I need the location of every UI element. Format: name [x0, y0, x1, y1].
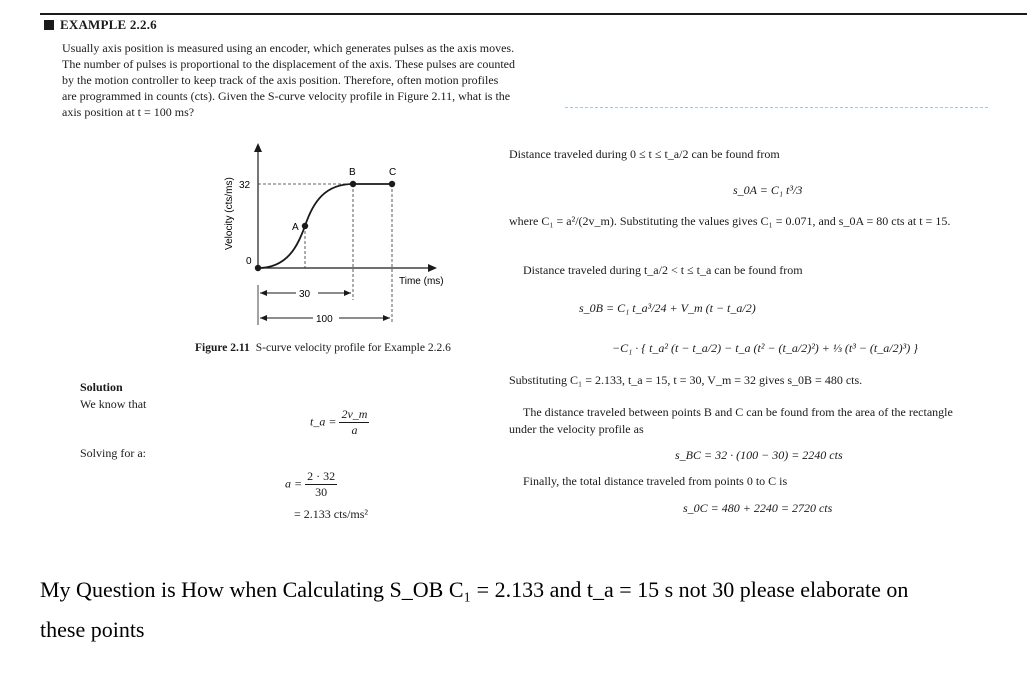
solution-heading: Solution [80, 380, 123, 394]
final-text: Finally, the total distance traveled from points 0 to C is [523, 474, 788, 488]
dim-arrow-icon [344, 290, 351, 296]
eq-a-den: 30 [315, 485, 328, 499]
user-question [40, 570, 1000, 650]
eq-s0a: s_0A = C₁ t³/3 [733, 183, 803, 197]
eq-s0b-line2: −C₁ · { t_a² (t − t_a/2) − t_a (t² − (t_a/2)²) + ⅓ (t³ − (t_a/2)³) } [612, 341, 918, 355]
question-line-1: My Question is How when Calculating S_OB C₁ = 2.133 and t_a = 15 s not 30 please elaborate on [40, 577, 909, 602]
x-axis-arrow-icon [428, 264, 437, 272]
example-heading: EXAMPLE 2.2.6 [44, 17, 157, 33]
y-axis-arrow-icon [254, 143, 262, 152]
y-axis-label: Velocity (cts/ms) [224, 177, 235, 250]
velocity-profile-figure [210, 140, 470, 335]
dim-arrow-icon [260, 290, 267, 296]
eq-s0c: s_0C = 480 + 2240 = 2720 cts [683, 501, 833, 515]
eq-s0b-line1: s_0B = C₁ t_a³/24 + V_m (t − t_a/2) [579, 301, 756, 315]
dim-arrow-icon [260, 315, 267, 321]
point-c-label: C [389, 167, 397, 178]
figure-caption-label: Figure 2.11 [195, 342, 250, 354]
we-know-text: We know that [80, 397, 147, 411]
where-c1-line: where C₁ = a²/(2v_m). Substituting the values gives C₁ = 0.071, and s_0A = 80 cts at t = 15. [509, 214, 951, 228]
eq-a-result: = 2.133 cts/ms² [294, 507, 369, 521]
eq-a-lhs: a = [285, 476, 303, 491]
point-b-label: B [349, 167, 356, 178]
y-tick-32: 32 [239, 180, 251, 191]
figure-caption [195, 342, 451, 354]
dashed-divider [565, 107, 988, 108]
substitution-line: Substituting C₁ = 2.133, t_a = 15, t = 30, V_m = 32 gives s_0B = 480 cts. [509, 373, 863, 387]
problem-line: The number of pulses is proportional to the displacement of the axis. These pulses are counted [62, 57, 515, 71]
s-curve [258, 184, 392, 268]
problem-line: axis position at t = 100 ms? [62, 105, 195, 119]
eq-sbc: s_BC = 32 · (100 − 30) = 2240 cts [675, 448, 843, 462]
y-tick-0: 0 [246, 256, 252, 267]
origin-point [255, 265, 261, 271]
problem-statement [62, 40, 557, 120]
point-a-label: A [292, 222, 299, 233]
x-axis-label: Time (ms) [399, 276, 444, 287]
point-c [389, 181, 395, 187]
eq-a-num: 2 · 32 [307, 469, 336, 483]
problem-line: by the motion controller to keep track of the axis position. Therefore, often motion profiles [62, 73, 499, 87]
eq-a [285, 469, 337, 500]
dist-0a-intro: Distance traveled during 0 ≤ t ≤ t_a/2 can be found from [509, 147, 780, 161]
problem-line: are programmed in counts (cts). Given the S-curve velocity profile in Figure 2.11, what is the [62, 89, 511, 103]
eq-ta-den: a [351, 423, 358, 437]
point-a [302, 223, 308, 229]
eq-ta-num: 2v_m [341, 407, 368, 421]
dist-ab-intro: Distance traveled during t_a/2 < t ≤ t_a can be found from [523, 263, 803, 277]
figure-caption-text: S-curve velocity profile for Example 2.2.6 [255, 342, 451, 354]
dim-100-label: 100 [316, 314, 333, 325]
solving-for-text: Solving for a: [80, 446, 146, 460]
point-b [350, 181, 356, 187]
question-line-2: these points [40, 617, 145, 642]
problem-line: Usually axis position is measured using an encoder, which generates pulses as the axis moves. [62, 41, 515, 55]
dim-30-label: 30 [299, 289, 311, 300]
eq-ta [310, 407, 369, 438]
bc-text-line2: under the velocity profile as [509, 422, 644, 436]
bc-text-line1: The distance traveled between points B and C can be found from the area of the rectangle [523, 405, 953, 419]
eq-ta-lhs: t_a = [310, 414, 337, 429]
top-rule [40, 13, 1027, 15]
square-bullet-icon [44, 20, 54, 30]
dim-arrow-icon [383, 315, 390, 321]
